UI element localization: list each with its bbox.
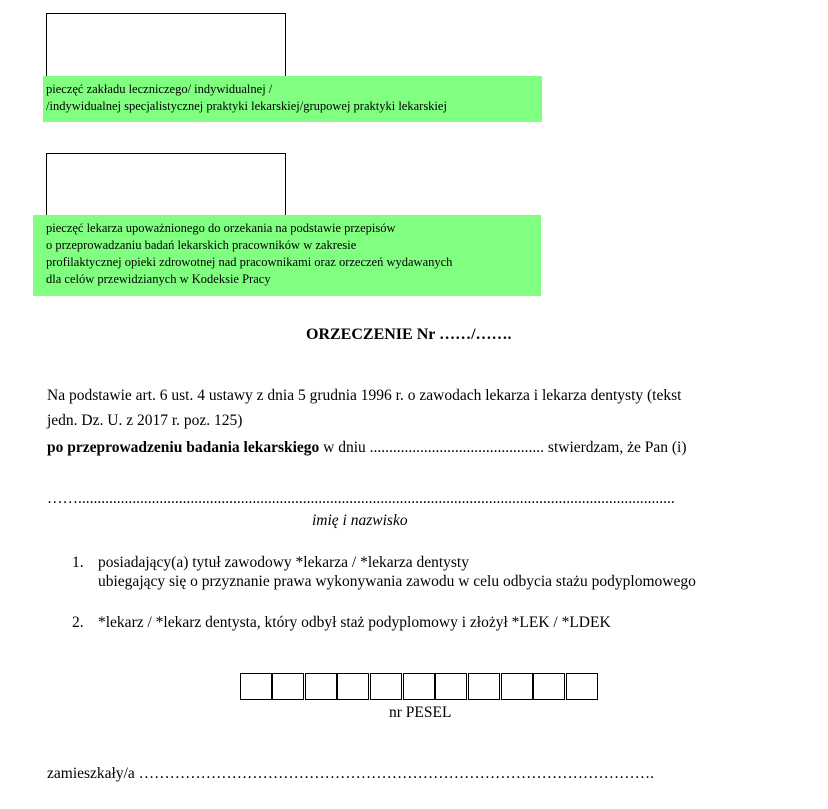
- examination-date-line: [47, 438, 687, 458]
- institution-stamp-caption: [43, 76, 542, 122]
- item-1-line-2: ubiegający się o przyznanie prawa wykonywania zawodu w celu odbycia stażu podyplomowego: [98, 573, 696, 590]
- document-title: ORZECZENIE Nr ……/…….: [306, 326, 512, 343]
- pesel-boxes[interactable]: [240, 673, 598, 700]
- doctor-stamp-line-2: o przeprowadzaniu badań lekarskich pracowników w zakresie: [46, 238, 357, 252]
- item-1-line-1: posiadający(a) tytuł zawodowy *lekarza / *lekarza dentysty: [98, 554, 469, 571]
- pesel-digit-9[interactable]: [501, 673, 533, 700]
- institution-stamp-box: [46, 13, 286, 80]
- doctor-stamp-box: [46, 153, 286, 220]
- pesel-digit-7[interactable]: [435, 673, 467, 700]
- legal-basis-line-2: jedn. Dz. U. z 2017 r. poz. 125): [47, 412, 243, 429]
- pesel-digit-5[interactable]: [370, 673, 402, 700]
- item-2-line-1: *lekarz / *lekarz dentysta, który odbył staż podyplomowy i złożył *LEK / *LDEK: [98, 614, 611, 631]
- pesel-digit-8[interactable]: [468, 673, 500, 700]
- pesel-digit-11[interactable]: [566, 673, 598, 700]
- pesel-digit-10[interactable]: [533, 673, 565, 700]
- name-field-line: ……..........................................................................................................................................................: [47, 490, 675, 507]
- address-field-line: zamieszkały/a ……………………………………………………………………………………….: [47, 765, 655, 782]
- pesel-digit-3[interactable]: [305, 673, 337, 700]
- pesel-digit-1[interactable]: [240, 673, 272, 700]
- item-2-number: 2.: [72, 614, 84, 631]
- pesel-label: nr PESEL: [389, 704, 452, 721]
- institution-stamp-line-1: pieczęć zakładu leczniczego/ indywidualnej /: [46, 82, 273, 96]
- pesel-digit-2[interactable]: [272, 673, 304, 700]
- doctor-stamp-caption: [33, 215, 541, 296]
- item-1-number: 1.: [72, 554, 84, 571]
- examination-bold-text: po przeprowadzeniu badania lekarskiego: [47, 439, 320, 456]
- doctor-stamp-line-1: pieczęć lekarza upoważnionego do orzekania na podstawie przepisów: [46, 221, 396, 235]
- legal-basis-line-1: Na podstawie art. 6 ust. 4 ustawy z dnia 5 grudnia 1996 r. o zawodach lekarza i lekarza dentysty (tekst: [47, 387, 682, 404]
- doctor-stamp-line-3: profilaktycznej opieki zdrowotnej nad pracownikami oraz orzeczeń wydawanych: [46, 255, 453, 269]
- institution-stamp-line-2: /indywidualnej specjalistycznej praktyki lekarskiej/grupowej praktyki lekarskiej: [46, 99, 447, 113]
- doctor-stamp-line-4: dla celów przewidzianych w Kodeksie Pracy: [46, 272, 271, 286]
- pesel-digit-6[interactable]: [403, 673, 435, 700]
- pesel-digit-4[interactable]: [337, 673, 369, 700]
- name-field-label: imię i nazwisko: [312, 512, 408, 529]
- examination-date-text: w dniu ............................................. stwierdzam, że Pan (i): [319, 439, 687, 456]
